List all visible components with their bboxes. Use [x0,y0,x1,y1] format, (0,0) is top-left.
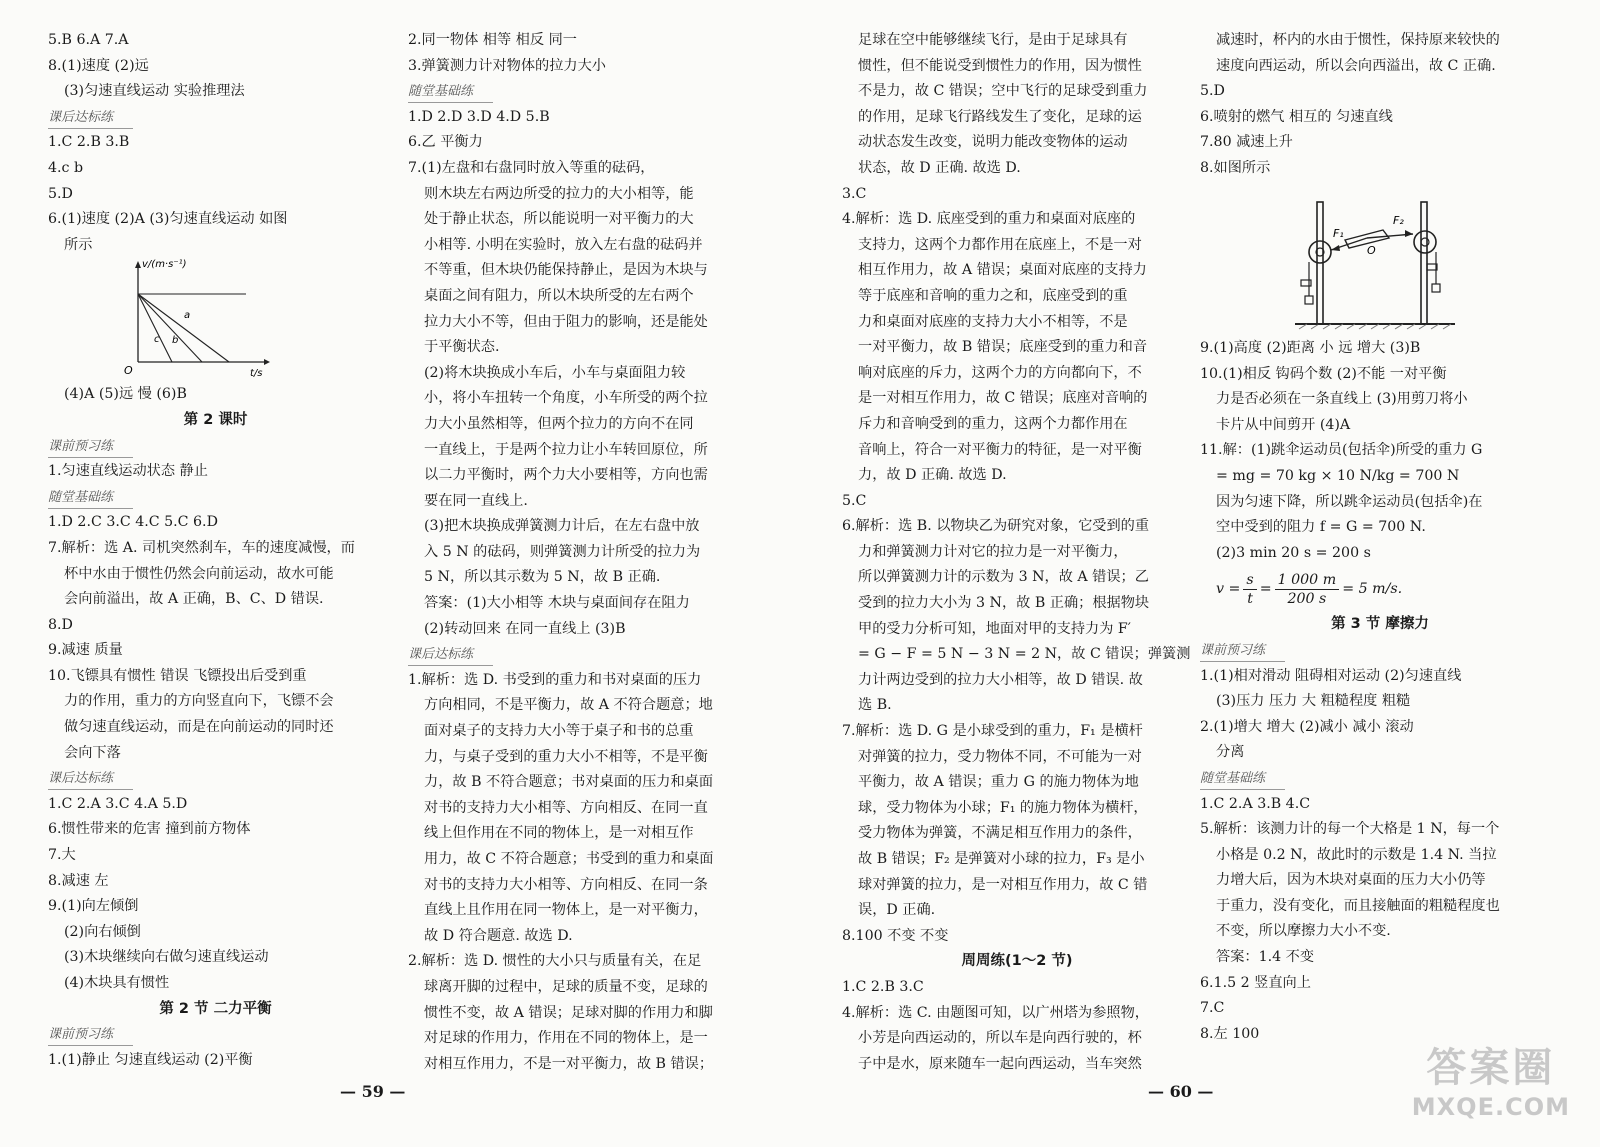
text-line: 分离 [1216,744,1245,761]
column-4-top [1200,28,1560,182]
text-line: 平衡力，故 A 错误；重力 G 的施力物体为地 [858,774,1139,791]
column-2 [408,28,753,1077]
text-line: 6.喷射的燃气 相互的 匀速直线 [1200,108,1393,125]
text-line: 6.乙 平衡力 [408,134,483,151]
column-1 [48,28,383,1073]
text-line: 所以弹簧测力计的示数为 3 N，故 A 错误；乙 [858,569,1149,586]
graph-label-a: a [184,310,191,322]
text-line: 惯性，但不能说受到惯性力的作用，因为惯性 [858,57,1142,74]
text-line: 4.c b [48,159,84,176]
text-line: 对书的支持力大小相等、方向相反、在同一直 [424,799,708,816]
text-line: 对弹簧的拉力，受力物体不同，不可能为一对 [858,748,1142,765]
section-label: 随堂基础练 [1200,768,1285,790]
graph-x-label: t/s [250,368,263,379]
section-label: 随堂基础练 [48,487,133,509]
watermark-bottom: MXQE.COM [1411,1093,1570,1121]
text-line: 直线上且作用在同一物体上，是一对平衡力， [424,902,708,919]
graph-y-arrow [135,261,141,268]
text-line: 用力，故 C 不符合题意；书受到的重力和桌面 [424,851,714,867]
text-line: 5.C [842,492,867,509]
section-heading: 第 2 节 二力平衡 [159,1000,272,1017]
text-line: 2.(1)增大 增大 (2)减小 减小 滚动 [1200,718,1414,735]
text-line: 9.(1)向左倾倒 [48,898,139,915]
text-line: 的作用，足球飞行路线发生了变化，足球的运 [858,108,1142,125]
text-line: 球离开脚的过程中，足球的质量不变，足球的 [424,978,708,995]
text-line: 4.解析：选 D. 底座受到的重力和桌面对底座的 [842,211,1136,228]
text-line: 方向相同，不是平衡力，故 A 不符合题意；地 [424,697,713,714]
text-line: 面对桌子的支持力大小等于桌子和书的总重 [424,723,694,740]
text-line: 于平衡状态. [424,339,500,356]
text-line: 7.解析：选 A. 司机突然刹车，车的速度减慢，而 [48,539,355,556]
text-line: 力和桌面对底座的支持力大小不相等，不是 [858,313,1128,330]
text-line: 7.80 减速上升 [1200,134,1293,151]
section-label: 随堂基础练 [408,81,493,103]
text-line: (4)木块具有惯性 [64,975,170,991]
text-line: 动状态发生改变，说明力能改变物体的运动 [858,134,1128,151]
text-line: 空中受到的阻力 f = G = 700 N. [1216,519,1426,536]
label-f2: F₂ [1393,214,1404,227]
text-line: 会向下落 [64,744,121,761]
text-line: 选 B. [858,697,892,714]
formula-part: = 5 m/s. [1342,580,1403,597]
text-line: (4)A (5)远 慢 (6)B [64,386,187,403]
text-line: 音响上，符合一对平衡力的特征，是一对平衡 [858,441,1142,458]
text-line: (3)木块继续向右做匀速直线运动 [64,949,269,966]
text-line: 响对底座的斥力，这两个力的方向都向下，不 [858,364,1142,381]
text-line: 对足球的作用力，作用在不同的物体上，是一 [424,1030,708,1047]
text-line: 小芳是向西运动的，所以车是向西行驶的，杯 [858,1030,1142,1047]
graph-label-c: c [154,334,160,346]
text-line: 7.(1)左盘和右盘同时放入等重的砝码， [408,159,655,176]
text-line: 5.B 6.A 7.A [48,32,129,48]
graph-y-label: v/(m·s⁻¹) [142,259,187,271]
text-line: 惯性不变，故 A 错误；足球对脚的作用力和脚 [424,1004,713,1021]
formula-fraction [1275,571,1340,608]
text-line: 1.D 2.D 3.D 4.D 5.B [408,108,550,125]
text-line: 力的作用，重力的方向竖直向下，飞镖不会 [64,693,334,710]
text-line: 入 5 N 的砝码，则弹簧测力计所受的拉力为 [424,543,701,560]
text-line: 答案：1.4 不变 [1216,949,1315,966]
text-line: 8.减速 左 [48,872,109,889]
text-line: 不是力，故 C 错误；空中飞行的足球受到重力 [858,83,1148,100]
graph-x-arrow [264,359,270,365]
text-line: 故 D 符合题意. 故选 D. [424,927,573,944]
section-label: 课后达标练 [48,768,133,790]
graph-line-c [138,294,172,362]
text-line: 力和弹簧测力计对它的拉力是一对平衡力， [858,543,1128,560]
text-line: 减速时，杯内的水由于惯性，保持原来较快的 [1216,32,1500,48]
text-line: 做匀速直线运动，而是在向前运动的同时还 [64,719,334,736]
text-line: 卡片从中间剪开 (4)A [1216,416,1351,433]
text-line: (2)3 min 20 s = 200 s [1216,544,1371,561]
text-line: 小，将小车扭转一个角度，小车所受的两个拉 [424,390,708,407]
text-line: (3)匀速直线运动 实验推理法 [64,83,245,100]
text-line: 线上但作用在不同的物体上，是一对相互作 [424,825,694,842]
text-line: 1.匀速直线运动状态 静止 [48,463,208,480]
text-line: 2.解析：选 D. 惯性的大小只与质量有关，在足 [408,953,702,970]
formula-part: 1 000 m [1275,571,1340,590]
text-line: 6.惯性带来的危害 撞到前方物体 [48,821,251,838]
text-line: 1.D 2.C 3.C 4.C 5.C 6.D [48,514,218,531]
text-line: 杯中水由于惯性仍然会向前运动，故水可能 [64,565,334,582]
text-line: 斥力和音响受到的重力，这两个力都作用在 [858,415,1128,432]
text-line: 要在同一直线上. [424,492,528,509]
text-line: (2)向右倾倒 [64,923,141,940]
text-line: 力大小虽然相等，但两个拉力的方向不在同 [424,415,694,432]
text-line: 力计两边受到的拉力大小相等，故 D 错误. 故 [858,671,1143,688]
text-line: 1.C 2.B 3.C [842,978,924,995]
text-line: 对相互作用力，不是一对平衡力，故 B 错误； [424,1055,714,1072]
graph-line-a [138,294,229,362]
pulley-force-diagram [1295,200,1455,330]
text-line: 足球在空中能够继续飞行，是由于足球具有 [858,32,1128,48]
text-line: 小相等. 小明在实验时，放入左右盘的砝码并 [424,236,703,253]
section-label: 课前预习练 [1200,640,1285,662]
section-label: 课后达标练 [408,644,493,666]
formula-fraction [1243,571,1256,608]
text-line: (3)把木块换成弹簧测力计后，在左右盘中放 [424,518,700,535]
graph-line-b [138,294,202,362]
text-line: 10.(1)相反 钩码个数 (2)不能 一对平衡 [1200,365,1447,382]
column-3 [842,28,1192,1077]
page-number-right: — 60 — [1148,1082,1214,1101]
text-line: 5.D [1200,83,1225,100]
text-line: 5 N，所以其示数为 5 N，故 B 正确. [424,569,661,586]
text-line: 1.解析：选 D. 书受到的重力和书对桌面的压力 [408,671,702,688]
text-line: 对书的支持力大小相等、方向相反、在同一条 [424,876,708,893]
text-line: 10.飞镖具有惯性 错误 飞镖投出后受到重 [48,667,307,684]
text-line: 球对弹簧的拉力，是一对相互作用力，故 C 错 [858,876,1148,893]
text-line: 4.解析：选 C. 由题图可知，以广州塔为参照物， [842,1004,1149,1021]
text-line: 1.(1)相对滑动 阻碍相对运动 (2)匀速直线 [1200,667,1462,684]
text-line: 球，受力物体为小球；F₁ 的施力物体为横杆， [858,799,1148,816]
text-line: 力是否必须在一条直线上 (3)用剪刀将小 [1216,391,1468,408]
text-line: 8.D [48,616,73,633]
text-line: 等于底座和音响的重力之和，底座受到的重 [858,287,1128,304]
text-line: 8.(1)速度 (2)远 [48,57,149,74]
section-heading: 周周练(1～2 节) [961,953,1073,970]
label-f1: F₁ [1333,227,1344,240]
page-number-left: — 59 — [340,1082,406,1101]
text-line: 6.1.5 2 竖直向上 [1200,974,1311,991]
text-line: 9.减速 质量 [48,642,123,659]
text-line: = G − F = 5 N − 3 N = 2 N，故 C 错误；弹簧测 [858,646,1191,663]
text-line: 6.解析：选 B. 以物块乙为研究对象，它受到的重 [842,518,1150,535]
text-line: 所示 [64,236,93,253]
text-line: 一对平衡力，故 B 错误；底座受到的重力和音 [858,339,1148,356]
watermark-top: 答案圈 [1426,1045,1556,1091]
text-line: 小格是 0.2 N，故此时的示数是 1.4 N. 当拉 [1216,846,1497,863]
text-line: 不等重，但木块仍能保持静止，是因为木块与 [424,262,708,279]
text-line: 是一对相互作用力，故 C 错误；底座对音响的 [858,390,1148,407]
text-line: 1.C 2.B 3.B [48,134,130,151]
graph-origin: O [124,364,133,378]
section-label: 课后达标练 [48,107,133,129]
text-line: 7.解析：选 D. G 是小球受到的重力，F₁ 是横杆 [842,723,1143,740]
formula-part: t [1247,590,1253,607]
speed-formula [1200,566,1560,612]
text-line: 8.左 100 [1200,1025,1260,1042]
velocity-time-graph [48,258,383,382]
label-o: O [1367,244,1376,257]
section-heading: 第 3 节 摩擦力 [1331,616,1429,633]
watermark [1412,1036,1570,1121]
text-line: 力，故 D 正确. 故选 D. [858,467,1007,484]
text-line: 因为匀速下降，所以跳伞运动员(包括伞)在 [1216,493,1483,510]
text-line: 7.大 [48,847,76,864]
text-line: 支持力，这两个力都作用在底座上，不是一对 [858,236,1142,253]
text-line: 3.C [842,185,867,202]
text-line: 力，与桌子受到的重力大小不相等，不是平衡 [424,748,708,765]
text-line: 甲的受力分析可知，地面对甲的支持力为 F′ [858,620,1131,637]
text-line: 则木块左右两边所受的拉力的大小相等，能 [424,185,694,202]
text-line: 会向前溢出，故 A 正确，B、C、D 错误. [64,591,324,608]
formula-part: v = [1216,580,1241,597]
formula-part: = [1259,580,1272,597]
text-line: 11.解：(1)跳伞运动员(包括伞)所受的重力 G [1200,442,1483,459]
graph-label-b: b [172,335,179,347]
column-4-bottom [1200,336,1560,1047]
text-line: 处于静止状态，所以能说明一对平衡力的大 [424,211,694,228]
text-line: 于重力，没有变化，而且接触面的粗糙程度也 [1216,897,1500,914]
text-line: 速度向西运动，所以会向西溢出，故 C 正确. [1216,57,1496,74]
text-line: 误，D 正确. [858,902,936,919]
text-line: 故 B 错误；F₂ 是弹簧对小球的拉力，F₃ 是小 [858,851,1145,867]
text-line: (3)压力 压力 大 粗糙程度 粗糙 [1216,693,1411,710]
text-line: 力，故 B 不符合题意；书对桌面的压力和桌面 [424,774,714,791]
text-line: 受到的拉力大小为 3 N，故 B 正确；根据物块 [858,595,1150,612]
text-line: = mg = 70 kg × 10 N/kg = 700 N [1216,467,1460,484]
text-line: 相互作用力，故 A 错误；桌面对底座的支持力 [858,262,1147,279]
text-line: 1.C 2.A 3.C 4.A 5.D [48,795,188,812]
text-line: 9.(1)高度 (2)距离 小 远 增大 (3)B [1200,340,1421,356]
section-heading: 第 2 课时 [183,411,248,428]
text-line: 8.如图所示 [1200,159,1271,176]
text-line: 7.C [1200,1000,1225,1017]
text-line: 3.弹簧测力计对物体的拉力大小 [408,57,606,74]
section-label: 课前预习练 [48,1024,133,1046]
text-line: 8.100 不变 不变 [842,927,949,944]
text-line: 力增大后，因为木块对桌面的压力大小仍等 [1216,872,1486,889]
text-line: 状态，故 D 正确. 故选 D. [858,159,1021,176]
text-line: 受力物体为弹簧，不满足相互作用力的条件， [858,825,1142,842]
formula-part: 200 s [1287,590,1327,607]
text-line: 子中是水，原来随车一起向西运动，当车突然 [858,1055,1142,1072]
text-line: 1.(1)静止 匀速直线运动 (2)平衡 [48,1051,253,1068]
formula-part: s [1243,571,1256,590]
text-line: 拉力大小不等，但由于阻力的影响，还是能处 [424,313,708,330]
text-line: 桌面之间有阻力，所以木块所受的左右两个 [424,287,694,304]
text-line: (2)转动回来 在同一直线上 (3)B [424,620,626,637]
text-line: 5.解析：该测力计的每一个大格是 1 N，每一个 [1200,821,1500,838]
text-line: 6.(1)速度 (2)A (3)匀速直线运动 如图 [48,211,288,228]
text-line: 答案：(1)大小相等 木块与桌面间存在阻力 [424,595,690,612]
text-line: 以二力平衡时，两个力大小要相等，方向也需 [424,467,708,484]
section-label: 课前预习练 [48,436,133,458]
text-line: 不变，所以摩擦力大小不变. [1216,923,1391,940]
text-line: 5.D [48,185,73,202]
text-line: (2)将木块换成小车后，小车与桌面阻力较 [424,364,686,381]
text-line: 2.同一物体 相等 相反 同一 [408,32,577,48]
text-line: 一直线上，于是两个拉力让小车转回原位，所 [424,441,708,458]
text-line: 1.C 2.A 3.B 4.C [1200,795,1311,812]
